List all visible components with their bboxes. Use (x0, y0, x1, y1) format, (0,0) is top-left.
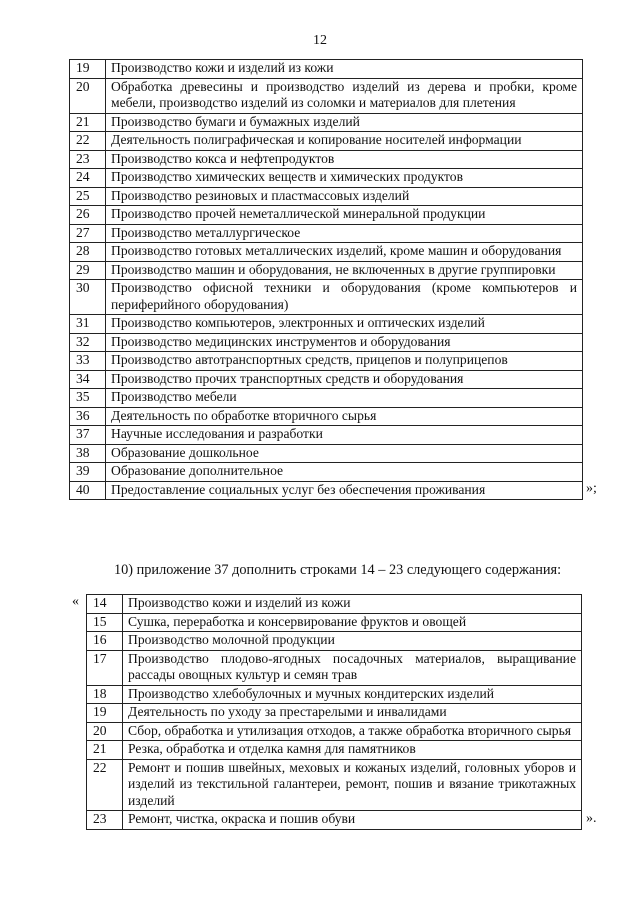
activity-name: Производство компьютеров, электронных и оптических изделий (106, 315, 583, 334)
table-row (70, 333, 583, 352)
row-number: 26 (70, 206, 106, 225)
row-number: 35 (70, 389, 106, 408)
activity-name: Образование дошкольное (106, 444, 583, 463)
activity-name: Производство готовых металлических изделий, кроме машин и оборудования (106, 243, 583, 262)
table-row (70, 187, 583, 206)
row-number: 36 (70, 407, 106, 426)
activity-name: Ремонт и пошив швейных, меховых и кожаных изделий, головных уборов и изделий из текстильной галантереи, ремонт, пошив и вязание трикотажных изделий (123, 759, 582, 811)
table-row (70, 60, 583, 79)
row-number: 30 (70, 280, 106, 315)
row-number: 16 (87, 632, 123, 651)
table-row (70, 370, 583, 389)
table-row (87, 613, 582, 632)
table-row (87, 632, 582, 651)
row-number: 18 (87, 685, 123, 704)
table-row (70, 113, 583, 132)
activity-name: Производство прочих транспортных средств и оборудования (106, 370, 583, 389)
row-number: 37 (70, 426, 106, 445)
closing-quote-mark: ». (586, 811, 597, 826)
activity-name: Производство бумаги и бумажных изделий (106, 113, 583, 132)
activity-name: Производство кокса и нефтепродуктов (106, 150, 583, 169)
table-row (87, 650, 582, 685)
activity-name: Производство мебели (106, 389, 583, 408)
row-number: 21 (87, 741, 123, 760)
activity-name: Производство кожи и изделий из кожи (123, 595, 582, 614)
row-number: 22 (87, 759, 123, 811)
table-row (70, 224, 583, 243)
table-row (70, 444, 583, 463)
activity-name: Ремонт, чистка, окраска и пошив обуви (123, 811, 582, 830)
activity-name: Производство металлургическое (106, 224, 583, 243)
activity-name: Производство резиновых и пластмассовых изделий (106, 187, 583, 206)
table-row (87, 685, 582, 704)
table-row (70, 169, 583, 188)
activity-name: Деятельность полиграфическая и копирование носителей информации (106, 132, 583, 151)
activity-name: Предоставление социальных услуг без обеспечения проживания (106, 481, 583, 500)
activity-name: Производство медицинских инструментов и оборудования (106, 333, 583, 352)
row-number: 23 (87, 811, 123, 830)
activity-name: Обработка древесины и производство изделий из дерева и пробки, кроме мебели, производство изделий из соломки и материалов для плетения (106, 78, 583, 113)
row-number: 17 (87, 650, 123, 685)
activity-name: Научные исследования и разработки (106, 426, 583, 445)
table-row (87, 704, 582, 723)
table-row (70, 132, 583, 151)
row-number: 22 (70, 132, 106, 151)
activity-name: Производство молочной продукции (123, 632, 582, 651)
row-number: 15 (87, 613, 123, 632)
activity-table-1-body (70, 60, 583, 500)
row-number: 27 (70, 224, 106, 243)
row-number: 19 (70, 60, 106, 79)
row-number: 25 (70, 187, 106, 206)
activity-name: Производство прочей неметаллической минеральной продукции (106, 206, 583, 225)
amendment-paragraph: 10) приложение 37 дополнить строками 14 – 23 следующего содержания: (114, 562, 562, 578)
page-number: 12 (313, 33, 327, 48)
row-number: 20 (70, 78, 106, 113)
activity-name: Производство офисной техники и оборудования (кроме компьютеров и периферийного оборудования) (106, 280, 583, 315)
activity-name: Производство автотранспортных средств, прицепов и полуприцепов (106, 352, 583, 371)
table-row (87, 595, 582, 614)
activity-name: Деятельность по обработке вторичного сырья (106, 407, 583, 426)
table-row (87, 741, 582, 760)
activity-name: Сбор, обработка и утилизация отходов, а также обработка вторичного сырья (123, 722, 582, 741)
table-row (70, 243, 583, 262)
row-number: 31 (70, 315, 106, 334)
table-row (70, 280, 583, 315)
activity-table-2 (86, 594, 582, 830)
activity-name: Производство плодово-ягодных посадочных материалов, выращивание рассады овощных культур и семян трав (123, 650, 582, 685)
activity-table-2-body (87, 595, 582, 830)
activity-name: Производство химических веществ и химических продуктов (106, 169, 583, 188)
table-row (87, 811, 582, 830)
row-number: 29 (70, 261, 106, 280)
table-row (87, 759, 582, 811)
row-number: 40 (70, 481, 106, 500)
row-number: 24 (70, 169, 106, 188)
row-number: 19 (87, 704, 123, 723)
table-row (70, 463, 583, 482)
activity-name: Деятельность по уходу за престарелыми и инвалидами (123, 704, 582, 723)
activity-name: Резка, обработка и отделка камня для памятников (123, 741, 582, 760)
table-row (70, 352, 583, 371)
table-row (70, 150, 583, 169)
row-number: 21 (70, 113, 106, 132)
row-number: 28 (70, 243, 106, 262)
activity-name: Производство машин и оборудования, не включенных в другие группировки (106, 261, 583, 280)
row-number: 33 (70, 352, 106, 371)
activity-table-1 (69, 59, 583, 500)
row-number: 23 (70, 150, 106, 169)
activity-name: Производство кожи и изделий из кожи (106, 60, 583, 79)
row-number: 39 (70, 463, 106, 482)
table-row (70, 481, 583, 500)
activity-name: Производство хлебобулочных и мучных кондитерских изделий (123, 685, 582, 704)
table-row (70, 261, 583, 280)
row-number: 20 (87, 722, 123, 741)
row-number: 38 (70, 444, 106, 463)
table-row (70, 407, 583, 426)
table-row (87, 722, 582, 741)
table-row (70, 315, 583, 334)
closing-quote-mark: »; (586, 481, 597, 496)
activity-name: Образование дополнительное (106, 463, 583, 482)
table-row (70, 426, 583, 445)
row-number: 14 (87, 595, 123, 614)
table-row (70, 78, 583, 113)
activity-name: Сушка, переработка и консервирование фруктов и овощей (123, 613, 582, 632)
row-number: 34 (70, 370, 106, 389)
row-number: 32 (70, 333, 106, 352)
opening-quote-mark: « (72, 594, 79, 609)
table-row (70, 389, 583, 408)
table-row (70, 206, 583, 225)
